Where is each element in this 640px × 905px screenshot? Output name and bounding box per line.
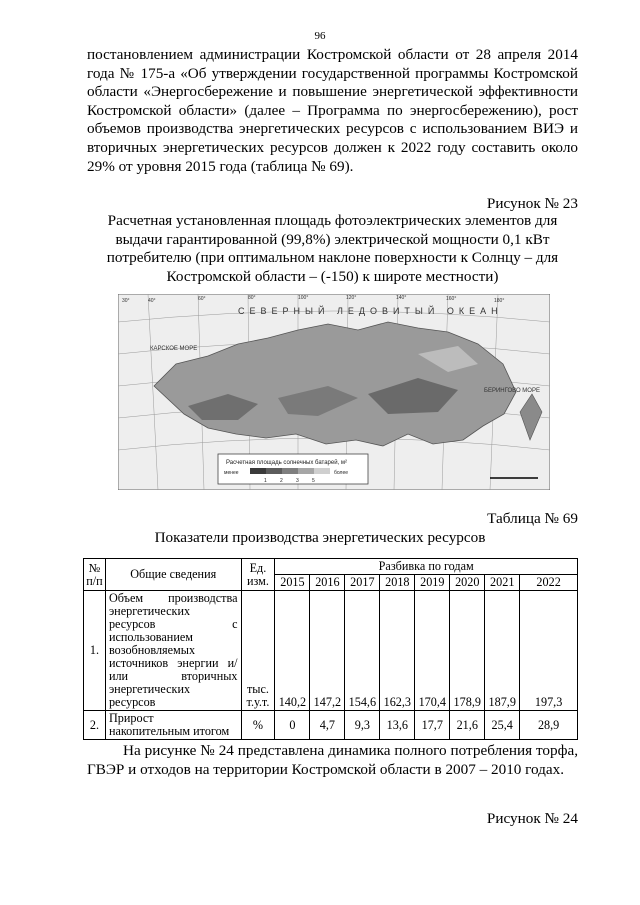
lon-tick: 180° xyxy=(494,298,505,304)
lon-tick: 80° xyxy=(248,295,256,301)
row-value: 187,9 xyxy=(485,591,520,711)
row-unit: тыс. т.у.т. xyxy=(241,591,275,711)
table-69-label: Таблица № 69 xyxy=(487,510,578,527)
lon-tick: 60° xyxy=(198,296,206,302)
row-value: 170,4 xyxy=(415,591,450,711)
figure-24-label: Рисунок № 24 xyxy=(486,810,578,827)
header-unit: Ед. изм. xyxy=(241,559,275,591)
lon-tick: 40° xyxy=(148,298,156,304)
row-value: 140,2 xyxy=(275,591,310,711)
row-unit: % xyxy=(241,711,275,740)
header-breakdown: Разбивка по годам xyxy=(275,559,578,575)
intro-paragraph: постановлением администрации Костромской области от 28 апреля 2014 года № 175-а «Об утверждении государственной программы Костромской области «Энергосбережение и повышение энергетической эффективности Костромской области» (далее – Программа по энергосбережению), рост объемов производства энергетических ресурсов с использованием ВИЭ и вторичных энергетических ресурсов должен к 2022 году составить около 29% от уровня 2015 года (таблица № 69). xyxy=(87,46,578,175)
header-year: 2018 xyxy=(380,575,415,591)
lon-tick: 160° xyxy=(446,296,457,302)
header-year: 2015 xyxy=(275,575,310,591)
page-number: 96 xyxy=(314,30,326,42)
row-num: 1. xyxy=(84,591,106,711)
legend-tick: 3 xyxy=(296,478,299,484)
row-value: 0 xyxy=(275,711,310,740)
solar-area-map xyxy=(118,294,550,490)
header-info: Общие сведения xyxy=(105,559,241,591)
figure-23-caption: Расчетная установленная площадь фотоэлектрических элементов для выдачи гарантированной (99,8%) электрической мощности 0,1 кВт потребителю (при оптимальном наклоне поверхности к Солнцу – для Костромской области – (-150) к широте местности) xyxy=(106,212,559,285)
header-num: № п/п xyxy=(84,559,106,591)
row-value: 147,2 xyxy=(310,591,345,711)
row-value: 28,9 xyxy=(520,711,578,740)
row-num: 2. xyxy=(84,711,106,740)
table-row xyxy=(84,711,578,740)
row-value: 154,6 xyxy=(345,591,380,711)
header-year: 2016 xyxy=(310,575,345,591)
row-value: 13,6 xyxy=(380,711,415,740)
row-value: 4,7 xyxy=(310,711,345,740)
lon-tick: 140° xyxy=(396,295,407,301)
row-value: 178,9 xyxy=(450,591,485,711)
closing-paragraph: На рисунке № 24 представлена динамика полного потребления торфа, ГВЭР и отходов на территории Костромской области в 2007 – 2010 годах. xyxy=(87,742,578,778)
legend-min: менее xyxy=(224,470,239,476)
lon-tick: 30° xyxy=(122,298,130,304)
legend-tick: 2 xyxy=(280,478,283,484)
legend-tick: 5 xyxy=(312,478,315,484)
legend-tick: 1 xyxy=(264,478,267,484)
table-69-title: Показатели производства энергетических ресурсов xyxy=(154,529,486,546)
row-value: 162,3 xyxy=(380,591,415,711)
row-value: 197,3 xyxy=(520,591,578,711)
row-desc: Объем производства энергетических ресурсов с использованием возобновляемых источников энергии и/или вторичных энергетических ресурсов xyxy=(105,591,241,711)
map-legend xyxy=(218,454,368,484)
header-year: 2019 xyxy=(415,575,450,591)
row-desc: Прирост накопительным итогом xyxy=(105,711,241,740)
figure-23-label: Рисунок № 23 xyxy=(486,195,578,212)
row-value: 25,4 xyxy=(485,711,520,740)
header-year: 2017 xyxy=(345,575,380,591)
lon-tick: 120° xyxy=(346,295,357,301)
map-sea-left: КАРСКОЕ МОРЕ xyxy=(150,346,198,352)
header-year: 2021 xyxy=(485,575,520,591)
header-year: 2022 xyxy=(520,575,578,591)
lon-tick: 100° xyxy=(298,295,309,301)
legend-max: более xyxy=(334,470,349,476)
row-value: 9,3 xyxy=(345,711,380,740)
table-row xyxy=(84,591,578,711)
row-value: 17,7 xyxy=(415,711,450,740)
energy-production-table xyxy=(83,558,578,740)
row-value: 21,6 xyxy=(450,711,485,740)
header-year: 2020 xyxy=(450,575,485,591)
map-ocean-label: СЕВЕРНЫЙ ЛЕДОВИТЫЙ ОКЕАН xyxy=(238,306,503,316)
map-sea-right: БЕРИНГОВО МОРЕ xyxy=(484,388,540,394)
legend-title: Расчетная площадь солнечных батарей, м² xyxy=(226,460,348,466)
